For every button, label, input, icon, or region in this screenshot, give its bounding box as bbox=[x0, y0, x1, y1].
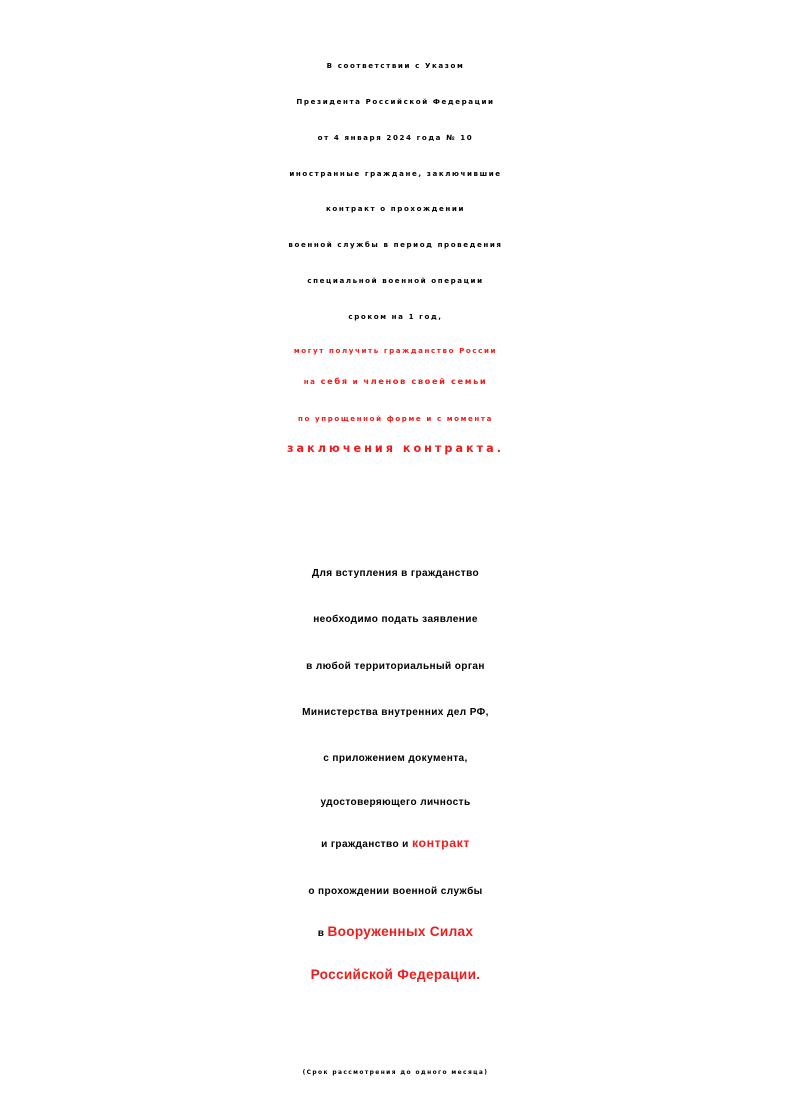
procedure-line-8: о прохождении военной службы bbox=[308, 886, 483, 897]
decree-line-3: от 4 января 2024 года № 10 bbox=[317, 133, 474, 142]
family-line-members: членов своей семьи bbox=[363, 376, 488, 386]
contract-conclusion-line: заключения контракта. bbox=[287, 442, 504, 455]
procedure-line-4: Министерства внутренних дел РФ, bbox=[302, 707, 489, 718]
procedure-line-6: удостоверяющего личность bbox=[320, 797, 471, 808]
decree-line-5: контракт о прохождении bbox=[325, 204, 466, 213]
armed-forces-highlight: Вооруженных Силах bbox=[327, 924, 474, 939]
procedure-line-9 bbox=[0, 924, 791, 939]
family-line-prefix: на bbox=[303, 377, 321, 386]
simplified-form-line: по упрощенной форме и с момента bbox=[297, 414, 494, 423]
decree-line-1: В соответствии с Указом bbox=[326, 61, 465, 70]
family-line-self: себя bbox=[320, 376, 349, 386]
decree-line-7: специальной военной операции bbox=[307, 276, 484, 285]
decree-line-8: сроком на 1 год, bbox=[348, 312, 443, 321]
procedure-line-7-text: и гражданство и bbox=[321, 839, 412, 850]
russian-federation-highlight: Российской Федерации. bbox=[310, 967, 481, 982]
decree-line-2: Президента Российской Федерации bbox=[296, 97, 495, 106]
review-period-note: (Срок рассмотрения до одного месяца) bbox=[302, 1070, 489, 1076]
family-line-and: и bbox=[348, 377, 364, 386]
procedure-line-9-prefix: в bbox=[317, 928, 328, 939]
procedure-line-3: в любой территориальный орган bbox=[306, 661, 485, 672]
decree-line-6: военной службы в период проведения bbox=[288, 240, 503, 249]
citizenship-highlight-line: могут получить гражданство России bbox=[293, 346, 498, 355]
procedure-line-7 bbox=[0, 836, 791, 850]
decree-line-4: иностранные граждане, заключившие bbox=[289, 169, 502, 178]
procedure-line-2: необходимо подать заявление bbox=[313, 614, 478, 625]
procedure-line-5: с приложением документа, bbox=[323, 753, 468, 764]
procedure-line-1: Для вступления в гражданство bbox=[311, 568, 480, 579]
family-highlight-line bbox=[0, 376, 791, 386]
contract-highlight: контракт bbox=[411, 836, 470, 850]
